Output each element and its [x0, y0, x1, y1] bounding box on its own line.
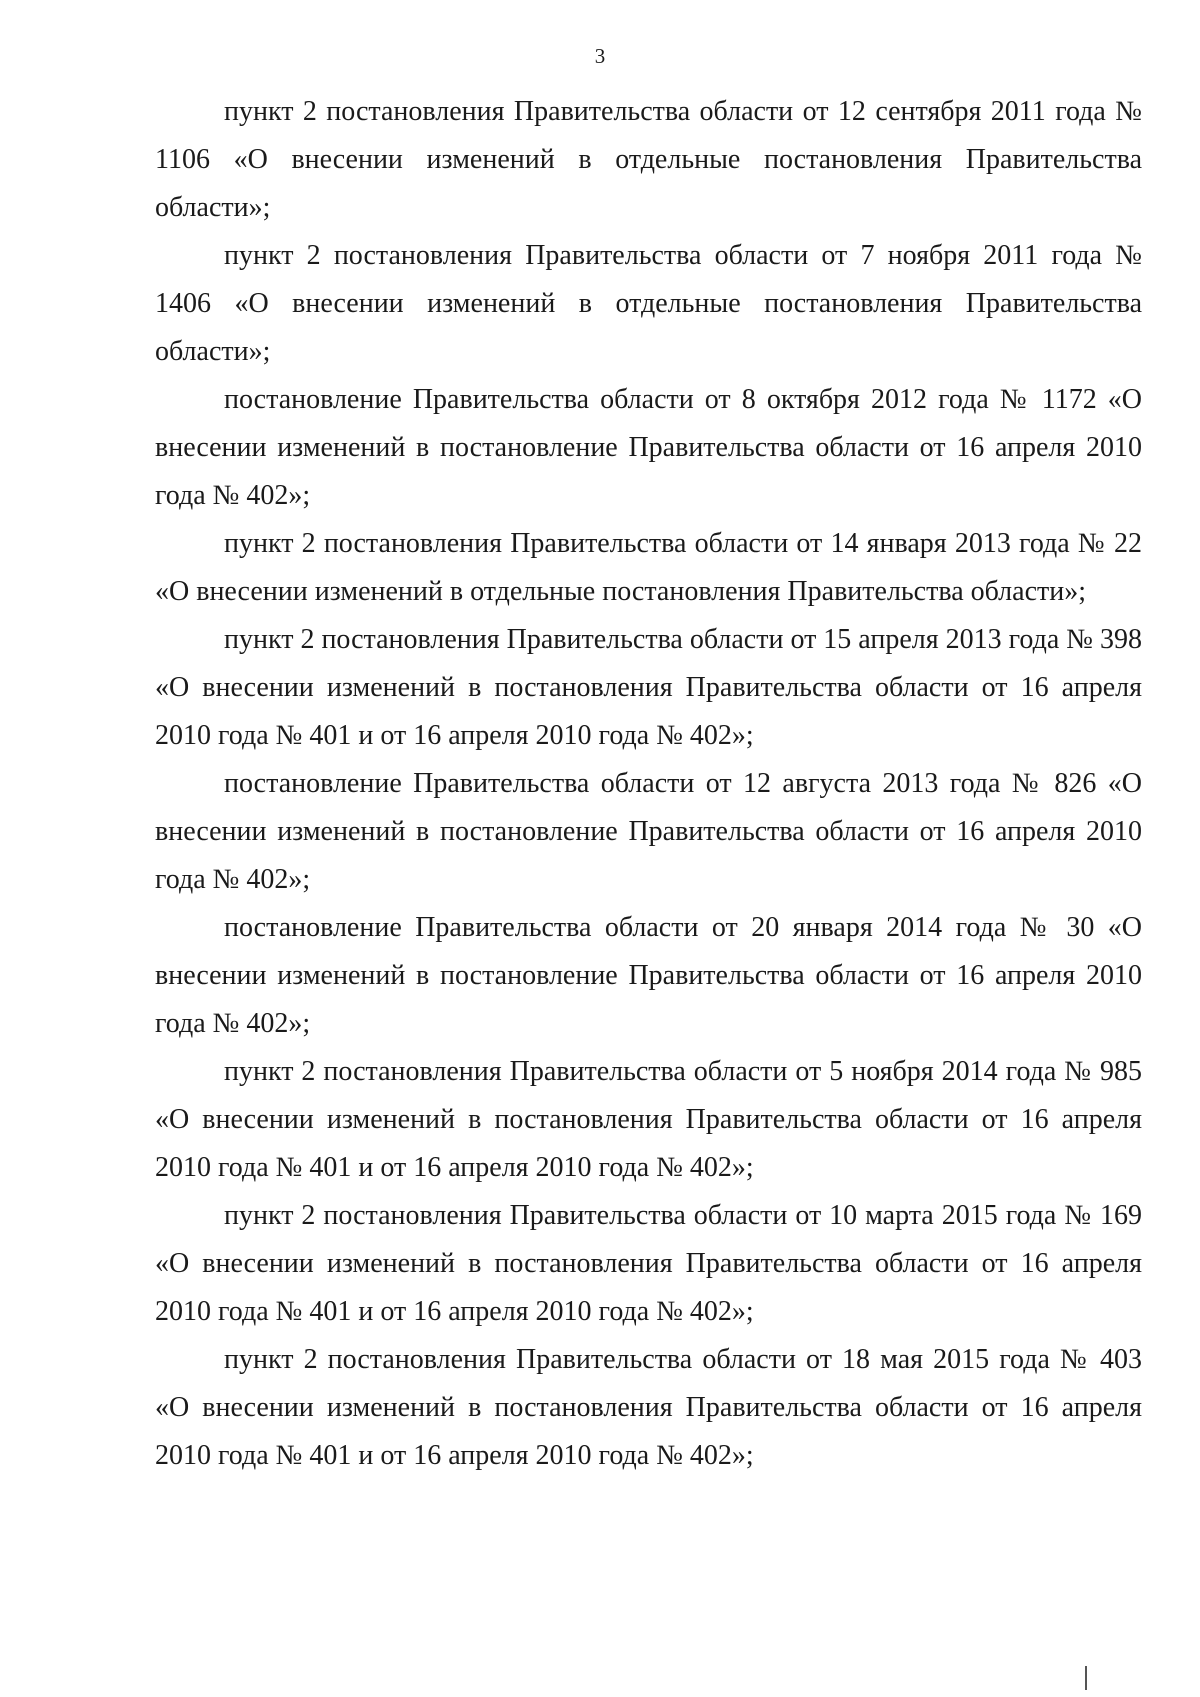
paragraph: пункт 2 постановления Правительства области от 7 ноября 2011 года № 1406 «О внесении изменений в отдельные постановления Правительства области»; [155, 240, 1142, 367]
paragraph: пункт 2 постановления Правительства области от 14 января 2013 года № 22 «О внесении изменений в отдельные постановления Правительства области»; [155, 528, 1142, 607]
document-body [155, 88, 1142, 1480]
paragraph: пункт 2 постановления Правительства области от 5 ноября 2014 года № 985 «О внесении изменений в постановления Правительства области от 16 апреля 2010 года № 401 и от 16 апреля 2010 года № 402»; [155, 1056, 1142, 1183]
paragraph: пункт 2 постановления Правительства области от 18 мая 2015 года № 403 «О внесении изменений в постановления Правительства области от 16 апреля 2010 года № 401 и от 16 апреля 2010 года № 402»; [155, 1344, 1142, 1471]
paragraph: постановление Правительства области от 12 августа 2013 года № 826 «О внесении изменений в постановление Правительства области от 16 апреля 2010 года № 402»; [155, 768, 1142, 895]
scan-edge-mark [1085, 1666, 1087, 1690]
paragraph: пункт 2 постановления Правительства области от 15 апреля 2013 года № 398 «О внесении изменений в постановления Правительства области от 16 апреля 2010 года № 401 и от 16 апреля 2010 года № 402»; [155, 624, 1142, 751]
paragraph: пункт 2 постановления Правительства области от 12 сентября 2011 года № 1106 «О внесении изменений в отдельные постановления Правительства области»; [155, 96, 1142, 223]
paragraph: постановление Правительства области от 8 октября 2012 года № 1172 «О внесении изменений в постановление Правительства области от 16 апреля 2010 года № 402»; [155, 384, 1142, 511]
page-number: 3 [594, 44, 606, 68]
paragraph: постановление Правительства области от 20 января 2014 года № 30 «О внесении изменений в постановление Правительства области от 16 апреля 2010 года № 402»; [155, 912, 1142, 1039]
paragraph: пункт 2 постановления Правительства области от 10 марта 2015 года № 169 «О внесении изменений в постановления Правительства области от 16 апреля 2010 года № 401 и от 16 апреля 2010 года № 402»; [155, 1200, 1142, 1327]
